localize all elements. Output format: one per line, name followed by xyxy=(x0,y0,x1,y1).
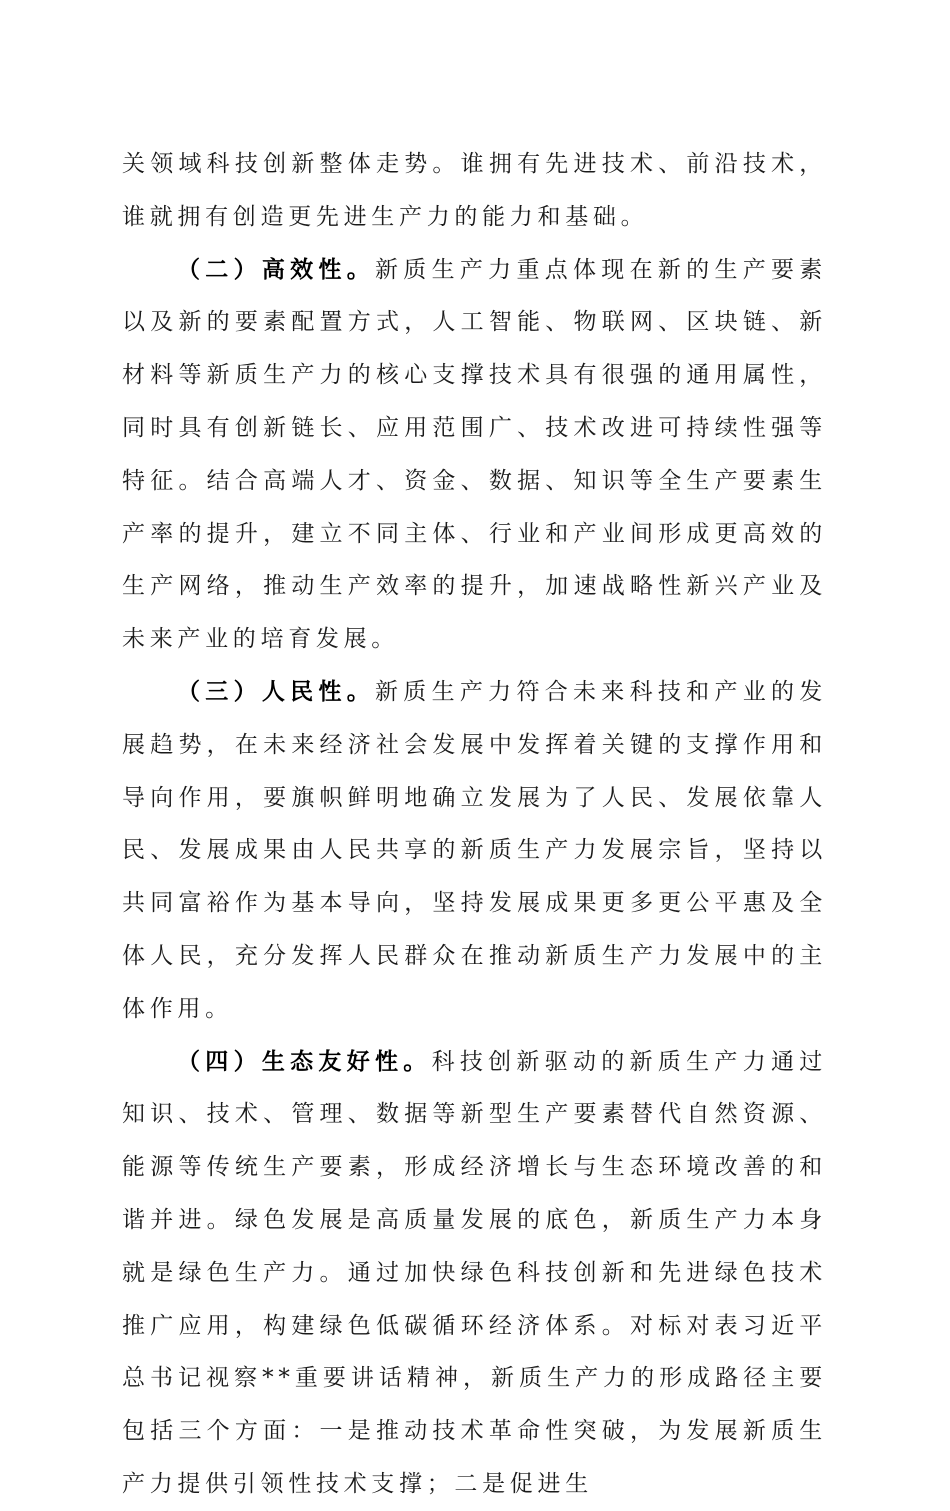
section-heading-people-oriented: （三）人民性。 xyxy=(177,678,376,705)
paragraph-text: 科技创新驱动的新质生产力通过知识、技术、管理、数据等新型生产要素替代自然资源、能源等传统生产要素，形成经济增长与生态环境改善的和谐并进。绿色发展是高质量发展的底色，新质生产力本身就是绿色生产力。通过加快绿色科技创新和先进绿色技术推广应用，构建绿色低碳循环经济体系。对标对表习近平总书记视察**重要讲话精神，新质生产力的形成路径主要包括三个方面：一是推动技术革命性突破，为发展新质生产力提供引领性技术支撑；二是促进生 xyxy=(122,1048,827,1497)
paragraph-efficiency xyxy=(122,244,827,666)
paragraph-text: 新质生产力符合未来科技和产业的发展趋势，在未来经济社会发展中发挥着关键的支撑作用和导向作用，要旗帜鲜明地确立发展为了人民、发展依靠人民、发展成果由人民共享的新质生产力发展宗旨，坚持以共同富裕作为基本导向，坚持发展成果更多更公平惠及全体人民，充分发挥人民群众在推动新质生产力发展中的主体作用。 xyxy=(122,678,828,1022)
paragraph-text: 关领域科技创新整体走势。谁拥有先进技术、前沿技术，谁就拥有创造更先进生产力的能力和基础。 xyxy=(122,151,827,230)
paragraph-text: 新质生产力重点体现在新的生产要素以及新的要素配置方式，人工智能、物联网、区块链、新材料等新质生产力的核心支撑技术具有很强的通用属性，同时具有创新链长、应用范围广、技术改进可持续性强等特征。结合高端人才、资金、数据、知识等全生产要素生产率的提升，建立不同主体、行业和产业间形成更高效的生产网络，推动生产效率的提升，加速战略性新兴产业及未来产业的培育发展。 xyxy=(122,256,828,653)
paragraph-eco-friendly xyxy=(122,1036,827,1511)
document-body xyxy=(122,138,827,1511)
paragraph-people-oriented xyxy=(122,666,827,1036)
section-heading-eco-friendly: （四）生态友好性。 xyxy=(177,1048,432,1075)
section-heading-efficiency: （二）高效性。 xyxy=(177,256,376,283)
paragraph-continuation xyxy=(122,138,827,244)
